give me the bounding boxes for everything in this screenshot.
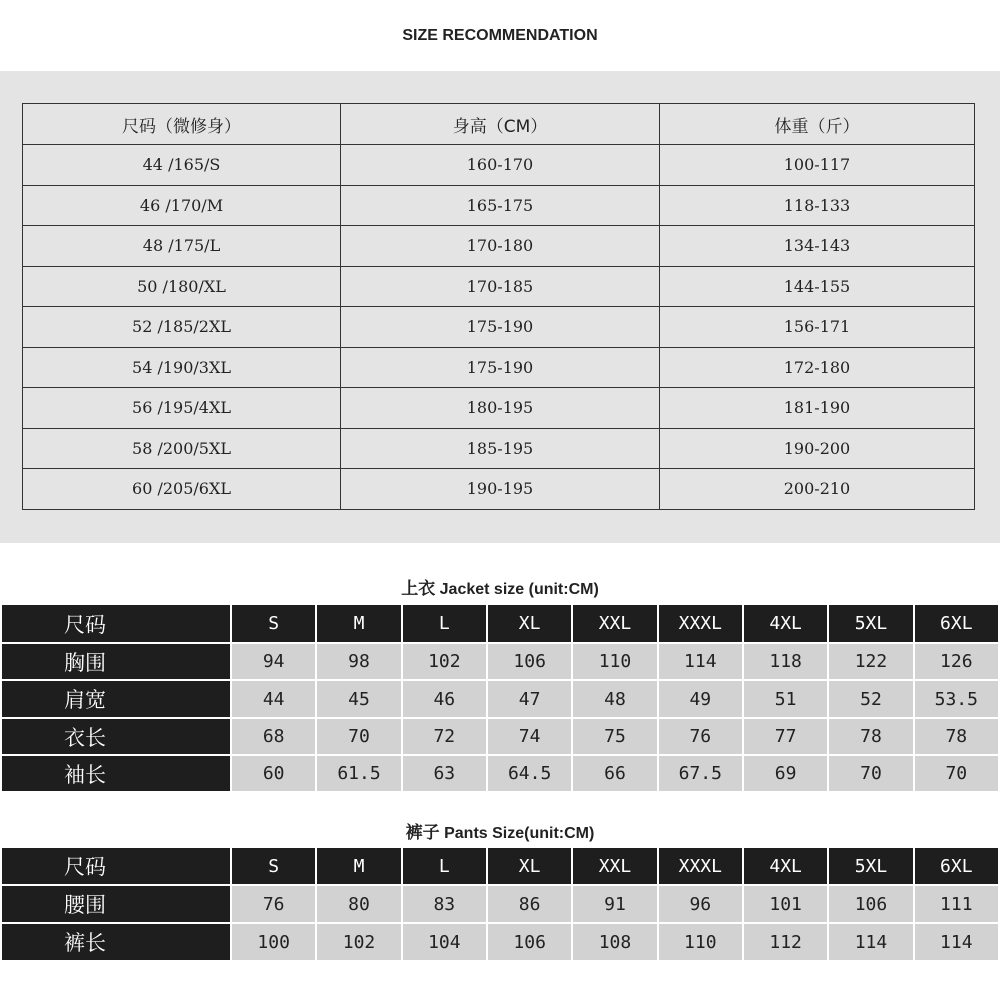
value-cell: 114: [658, 643, 743, 680]
value-cell: 70: [828, 755, 913, 792]
size-header: M: [316, 847, 401, 885]
height-cell: 185-195: [341, 428, 660, 469]
weight-cell: 200-210: [660, 469, 975, 510]
weight-cell: 156-171: [660, 307, 975, 348]
row-label: 袖长: [1, 755, 231, 792]
jacket-size-table: [0, 603, 1000, 793]
value-cell: 100: [231, 923, 316, 961]
recommendation-header-row: [23, 104, 975, 145]
table-row: [23, 428, 975, 469]
value-cell: 76: [658, 718, 743, 755]
height-cell: 180-195: [341, 388, 660, 429]
size-header: 6XL: [914, 847, 999, 885]
height-cell: 165-175: [341, 185, 660, 226]
size-cell: 52 /185/2XL: [23, 307, 341, 348]
value-cell: 64.5: [487, 755, 572, 792]
value-cell: 72: [402, 718, 487, 755]
value-cell: 63: [402, 755, 487, 792]
value-cell: 102: [402, 643, 487, 680]
value-cell: 52: [828, 680, 913, 718]
value-cell: 49: [658, 680, 743, 718]
size-header: XXL: [572, 604, 657, 643]
page-title: SIZE RECOMMENDATION: [402, 27, 598, 44]
row-label: 胸围: [1, 643, 231, 680]
size-cell: 60 /205/6XL: [23, 469, 341, 510]
value-cell: 74: [487, 718, 572, 755]
value-cell: 70: [316, 718, 401, 755]
size-header: L: [402, 847, 487, 885]
size-cell: 44 /165/S: [23, 145, 341, 186]
value-cell: 112: [743, 923, 828, 961]
row-label: 腰围: [1, 885, 231, 923]
jacket-title: [0, 574, 1000, 599]
value-cell: 108: [572, 923, 657, 961]
value-cell: 106: [828, 885, 913, 923]
size-header: L: [402, 604, 487, 643]
header-size: 尺码（微修身）: [23, 104, 341, 145]
value-cell: 110: [658, 923, 743, 961]
value-cell: 60: [231, 755, 316, 792]
value-cell: 106: [487, 923, 572, 961]
weight-cell: 118-133: [660, 185, 975, 226]
size-header: 4XL: [743, 847, 828, 885]
value-cell: 122: [828, 643, 913, 680]
size-header: 5XL: [828, 847, 913, 885]
value-cell: 101: [743, 885, 828, 923]
size-header: M: [316, 604, 401, 643]
jacket-title-zh: 上衣: [401, 579, 436, 599]
value-cell: 66: [572, 755, 657, 792]
value-cell: 102: [316, 923, 401, 961]
size-header: 4XL: [743, 604, 828, 643]
table-row: [1, 923, 999, 961]
pants-size-table: [0, 846, 1000, 962]
height-cell: 190-195: [341, 469, 660, 510]
value-cell: 78: [828, 718, 913, 755]
value-cell: 77: [743, 718, 828, 755]
value-cell: 96: [658, 885, 743, 923]
value-cell: 68: [231, 718, 316, 755]
value-cell: 83: [402, 885, 487, 923]
weight-cell: 181-190: [660, 388, 975, 429]
value-cell: 44: [231, 680, 316, 718]
weight-cell: 100-117: [660, 145, 975, 186]
height-cell: 160-170: [341, 145, 660, 186]
size-cell: 54 /190/3XL: [23, 347, 341, 388]
size-header: XXXL: [658, 847, 743, 885]
table-row: [1, 643, 999, 680]
weight-cell: 172-180: [660, 347, 975, 388]
size-cell: 48 /175/L: [23, 226, 341, 267]
height-cell: 175-190: [341, 347, 660, 388]
value-cell: 111: [914, 885, 999, 923]
size-header: XXXL: [658, 604, 743, 643]
height-cell: 170-185: [341, 266, 660, 307]
pants-header-row: [1, 847, 999, 885]
value-cell: 48: [572, 680, 657, 718]
pants-title-zh: 裤子: [405, 823, 440, 843]
size-label: 尺码: [1, 847, 231, 885]
size-cell: 46 /170/M: [23, 185, 341, 226]
value-cell: 75: [572, 718, 657, 755]
value-cell: 114: [828, 923, 913, 961]
table-row: [1, 680, 999, 718]
size-cell: 50 /180/XL: [23, 266, 341, 307]
table-row: [23, 388, 975, 429]
size-header: 6XL: [914, 604, 999, 643]
value-cell: 114: [914, 923, 999, 961]
size-header: S: [231, 604, 316, 643]
value-cell: 76: [231, 885, 316, 923]
value-cell: 45: [316, 680, 401, 718]
weight-cell: 190-200: [660, 428, 975, 469]
size-header: XXL: [572, 847, 657, 885]
value-cell: 104: [402, 923, 487, 961]
table-row: [23, 469, 975, 510]
table-row: [23, 145, 975, 186]
value-cell: 51: [743, 680, 828, 718]
row-label: 裤长: [1, 923, 231, 961]
table-row: [23, 226, 975, 267]
weight-cell: 144-155: [660, 266, 975, 307]
value-cell: 94: [231, 643, 316, 680]
size-label: 尺码: [1, 604, 231, 643]
weight-cell: 134-143: [660, 226, 975, 267]
value-cell: 69: [743, 755, 828, 792]
value-cell: 118: [743, 643, 828, 680]
value-cell: 47: [487, 680, 572, 718]
table-row: [1, 718, 999, 755]
row-label: 肩宽: [1, 680, 231, 718]
size-header: 5XL: [828, 604, 913, 643]
table-row: [1, 755, 999, 792]
size-header: XL: [487, 604, 572, 643]
table-row: [23, 307, 975, 348]
pants-title-en: Pants Size(unit:CM): [444, 825, 595, 842]
height-cell: 175-190: [341, 307, 660, 348]
table-row: [1, 885, 999, 923]
recommendation-table: [22, 103, 975, 510]
jacket-title-en: Jacket size (unit:CM): [439, 581, 599, 598]
value-cell: 53.5: [914, 680, 999, 718]
size-header: S: [231, 847, 316, 885]
value-cell: 110: [572, 643, 657, 680]
pants-title: [0, 818, 1000, 843]
value-cell: 91: [572, 885, 657, 923]
value-cell: 126: [914, 643, 999, 680]
value-cell: 61.5: [316, 755, 401, 792]
value-cell: 80: [316, 885, 401, 923]
row-label: 衣长: [1, 718, 231, 755]
jacket-header-row: [1, 604, 999, 643]
value-cell: 86: [487, 885, 572, 923]
header-weight: 体重（斤）: [660, 104, 975, 145]
value-cell: 67.5: [658, 755, 743, 792]
table-row: [23, 185, 975, 226]
value-cell: 106: [487, 643, 572, 680]
table-row: [23, 266, 975, 307]
value-cell: 46: [402, 680, 487, 718]
header-height: 身高（CM）: [341, 104, 660, 145]
recommendation-panel: [0, 71, 1000, 543]
size-cell: 56 /195/4XL: [23, 388, 341, 429]
value-cell: 70: [914, 755, 999, 792]
size-cell: 58 /200/5XL: [23, 428, 341, 469]
height-cell: 170-180: [341, 226, 660, 267]
value-cell: 98: [316, 643, 401, 680]
size-header: XL: [487, 847, 572, 885]
value-cell: 78: [914, 718, 999, 755]
table-row: [23, 347, 975, 388]
